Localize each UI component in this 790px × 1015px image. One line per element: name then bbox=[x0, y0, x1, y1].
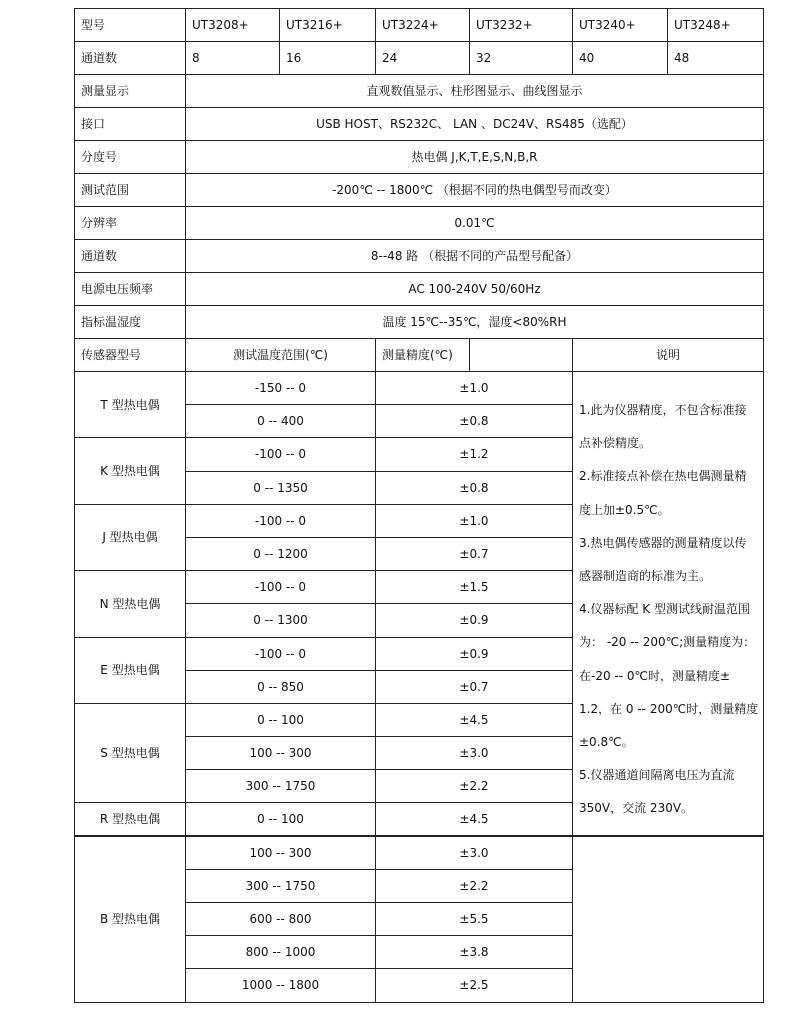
spec-value: AC 100-240V 50/60Hz bbox=[186, 273, 764, 306]
spec-table bbox=[74, 8, 764, 1003]
accuracy-cell: ±1.0 bbox=[376, 372, 573, 405]
sensor-header-row bbox=[75, 339, 764, 372]
note-line: 为： -20 -- 200℃;测量精度为： bbox=[579, 635, 756, 650]
model-cell: UT3216+ bbox=[280, 9, 376, 42]
range-cell: -100 -- 0 bbox=[186, 571, 376, 604]
accuracy-cell: ±2.2 bbox=[376, 770, 573, 803]
spec-value: 直观数值显示、柱形图显示、曲线图显示 bbox=[186, 75, 764, 108]
channel-count-row bbox=[75, 42, 764, 75]
spec-label: 通道数 bbox=[75, 240, 186, 273]
spec-row bbox=[75, 306, 764, 339]
spec-label: 分度号 bbox=[75, 141, 186, 174]
accuracy-cell: ±1.2 bbox=[376, 438, 573, 471]
sensor-type-cell: N 型热电偶 bbox=[75, 571, 186, 637]
accuracy-header: 测量精度(℃) bbox=[376, 339, 470, 372]
range-cell: 0 -- 100 bbox=[186, 803, 376, 836]
accuracy-cell: ±1.0 bbox=[376, 504, 573, 537]
accuracy-cell: ±3.0 bbox=[376, 836, 573, 869]
sensor-type-cell: R 型热电偶 bbox=[75, 803, 186, 836]
spec-row bbox=[75, 174, 764, 207]
accuracy-cell: ±3.0 bbox=[376, 737, 573, 770]
range-cell: 0 -- 100 bbox=[186, 703, 376, 736]
range-cell: 300 -- 1750 bbox=[186, 869, 376, 902]
spec-value: 温度 15℃--35℃，湿度<80%RH bbox=[186, 306, 764, 339]
accuracy-cell: ±0.9 bbox=[376, 637, 573, 670]
range-cell: 800 -- 1000 bbox=[186, 936, 376, 969]
spec-value: -200℃ -- 1800℃ （根据不同的热电偶型号而改变） bbox=[186, 174, 764, 207]
range-cell: 0 -- 1200 bbox=[186, 537, 376, 570]
spec-label: 测量显示 bbox=[75, 75, 186, 108]
spec-label: 指标温湿度 bbox=[75, 306, 186, 339]
range-header: 测试温度范围(℃) bbox=[186, 339, 376, 372]
accuracy-cell: ±0.7 bbox=[376, 537, 573, 570]
range-cell: -150 -- 0 bbox=[186, 372, 376, 405]
spec-value: USB HOST、RS232C、 LAN 、DC24V、RS485（选配） bbox=[186, 108, 764, 141]
sensor-type-cell: K 型热电偶 bbox=[75, 438, 186, 504]
model-cell: UT3208+ bbox=[186, 9, 280, 42]
accuracy-cell: ±5.5 bbox=[376, 903, 573, 936]
blank-notes-cell bbox=[573, 836, 764, 1002]
spec-value: 8--48 路 （根据不同的产品型号配备） bbox=[186, 240, 764, 273]
accuracy-cell: ±0.7 bbox=[376, 670, 573, 703]
model-row bbox=[75, 9, 764, 42]
spec-label: 测试范围 bbox=[75, 174, 186, 207]
notes-cell bbox=[573, 372, 764, 837]
sensor-type-cell: T 型热电偶 bbox=[75, 372, 186, 438]
spec-label: 电源电压频率 bbox=[75, 273, 186, 306]
range-cell: 0 -- 1350 bbox=[186, 471, 376, 504]
range-cell: 100 -- 300 bbox=[186, 836, 376, 869]
sensor-type-cell: E 型热电偶 bbox=[75, 637, 186, 703]
sensor-type-header: 传感器型号 bbox=[75, 339, 186, 372]
channel-count-cell: 24 bbox=[376, 42, 470, 75]
note-line: 在-20 -- 0℃时，测量精度± bbox=[579, 668, 731, 683]
note-line: 1.2，在 0 -- 200℃时，测量精度 bbox=[579, 701, 759, 716]
note-line: 度上加±0.5℃。 bbox=[579, 502, 670, 517]
spec-label: 分辨率 bbox=[75, 207, 186, 240]
accuracy-cell: ±3.8 bbox=[376, 936, 573, 969]
model-cell: UT3248+ bbox=[668, 9, 764, 42]
note-line: 350V，交流 230V。 bbox=[579, 801, 694, 816]
channel-count-cell: 16 bbox=[280, 42, 376, 75]
range-cell: 300 -- 1750 bbox=[186, 770, 376, 803]
sensor-type-cell: B 型热电偶 bbox=[75, 836, 186, 1002]
range-cell: 100 -- 300 bbox=[186, 737, 376, 770]
channel-count-cell: 32 bbox=[470, 42, 573, 75]
channel-count-cell: 40 bbox=[573, 42, 668, 75]
range-cell: 600 -- 800 bbox=[186, 903, 376, 936]
note-line: 3.热电偶传感器的测量精度以传 bbox=[579, 535, 747, 550]
spec-value: 0.01℃ bbox=[186, 207, 764, 240]
range-cell: -100 -- 0 bbox=[186, 637, 376, 670]
header-blank-cell bbox=[470, 339, 573, 372]
model-cell: UT3232+ bbox=[470, 9, 573, 42]
note-line: 感器制造商的标准为主。 bbox=[579, 569, 712, 584]
spec-value: 热电偶 J,K,T,E,S,N,B,R bbox=[186, 141, 764, 174]
range-cell: 0 -- 400 bbox=[186, 405, 376, 438]
note-line: 点补偿精度。 bbox=[579, 436, 652, 451]
sensor-range-row bbox=[75, 836, 764, 869]
note-line: ±0.8℃。 bbox=[579, 735, 634, 750]
range-cell: 0 -- 1300 bbox=[186, 604, 376, 637]
accuracy-cell: ±1.5 bbox=[376, 571, 573, 604]
model-cell: UT3240+ bbox=[573, 9, 668, 42]
sensor-range-row bbox=[75, 372, 764, 405]
note-line: 5.仪器通道间隔离电压为直流 bbox=[579, 768, 735, 783]
note-line: 4.仪器标配 K 型测试线耐温范围 bbox=[579, 602, 750, 617]
spec-row bbox=[75, 240, 764, 273]
notes-header: 说明 bbox=[573, 339, 764, 372]
model-cell: UT3224+ bbox=[376, 9, 470, 42]
sensor-type-cell: S 型热电偶 bbox=[75, 703, 186, 803]
channel-count-cell: 48 bbox=[668, 42, 764, 75]
accuracy-cell: ±0.9 bbox=[376, 604, 573, 637]
accuracy-cell: ±4.5 bbox=[376, 703, 573, 736]
spec-label: 接口 bbox=[75, 108, 186, 141]
model-label: 型号 bbox=[75, 9, 186, 42]
accuracy-cell: ±2.5 bbox=[376, 969, 573, 1002]
range-cell: 0 -- 850 bbox=[186, 670, 376, 703]
channel-count-label: 通道数 bbox=[75, 42, 186, 75]
note-line: 2.标准接点补偿在热电偶测量精 bbox=[579, 469, 747, 484]
accuracy-cell: ±2.2 bbox=[376, 869, 573, 902]
accuracy-cell: ±0.8 bbox=[376, 405, 573, 438]
note-line: 1.此为仪器精度，不包含标准接 bbox=[579, 403, 747, 417]
sensor-type-cell: J 型热电偶 bbox=[75, 504, 186, 570]
spec-row bbox=[75, 207, 764, 240]
range-cell: -100 -- 0 bbox=[186, 504, 376, 537]
accuracy-cell: ±0.8 bbox=[376, 471, 573, 504]
spec-row bbox=[75, 141, 764, 174]
range-cell: 1000 -- 1800 bbox=[186, 969, 376, 1002]
range-cell: -100 -- 0 bbox=[186, 438, 376, 471]
spec-row bbox=[75, 273, 764, 306]
spec-row bbox=[75, 75, 764, 108]
spec-row bbox=[75, 108, 764, 141]
channel-count-cell: 8 bbox=[186, 42, 280, 75]
accuracy-cell: ±4.5 bbox=[376, 803, 573, 836]
